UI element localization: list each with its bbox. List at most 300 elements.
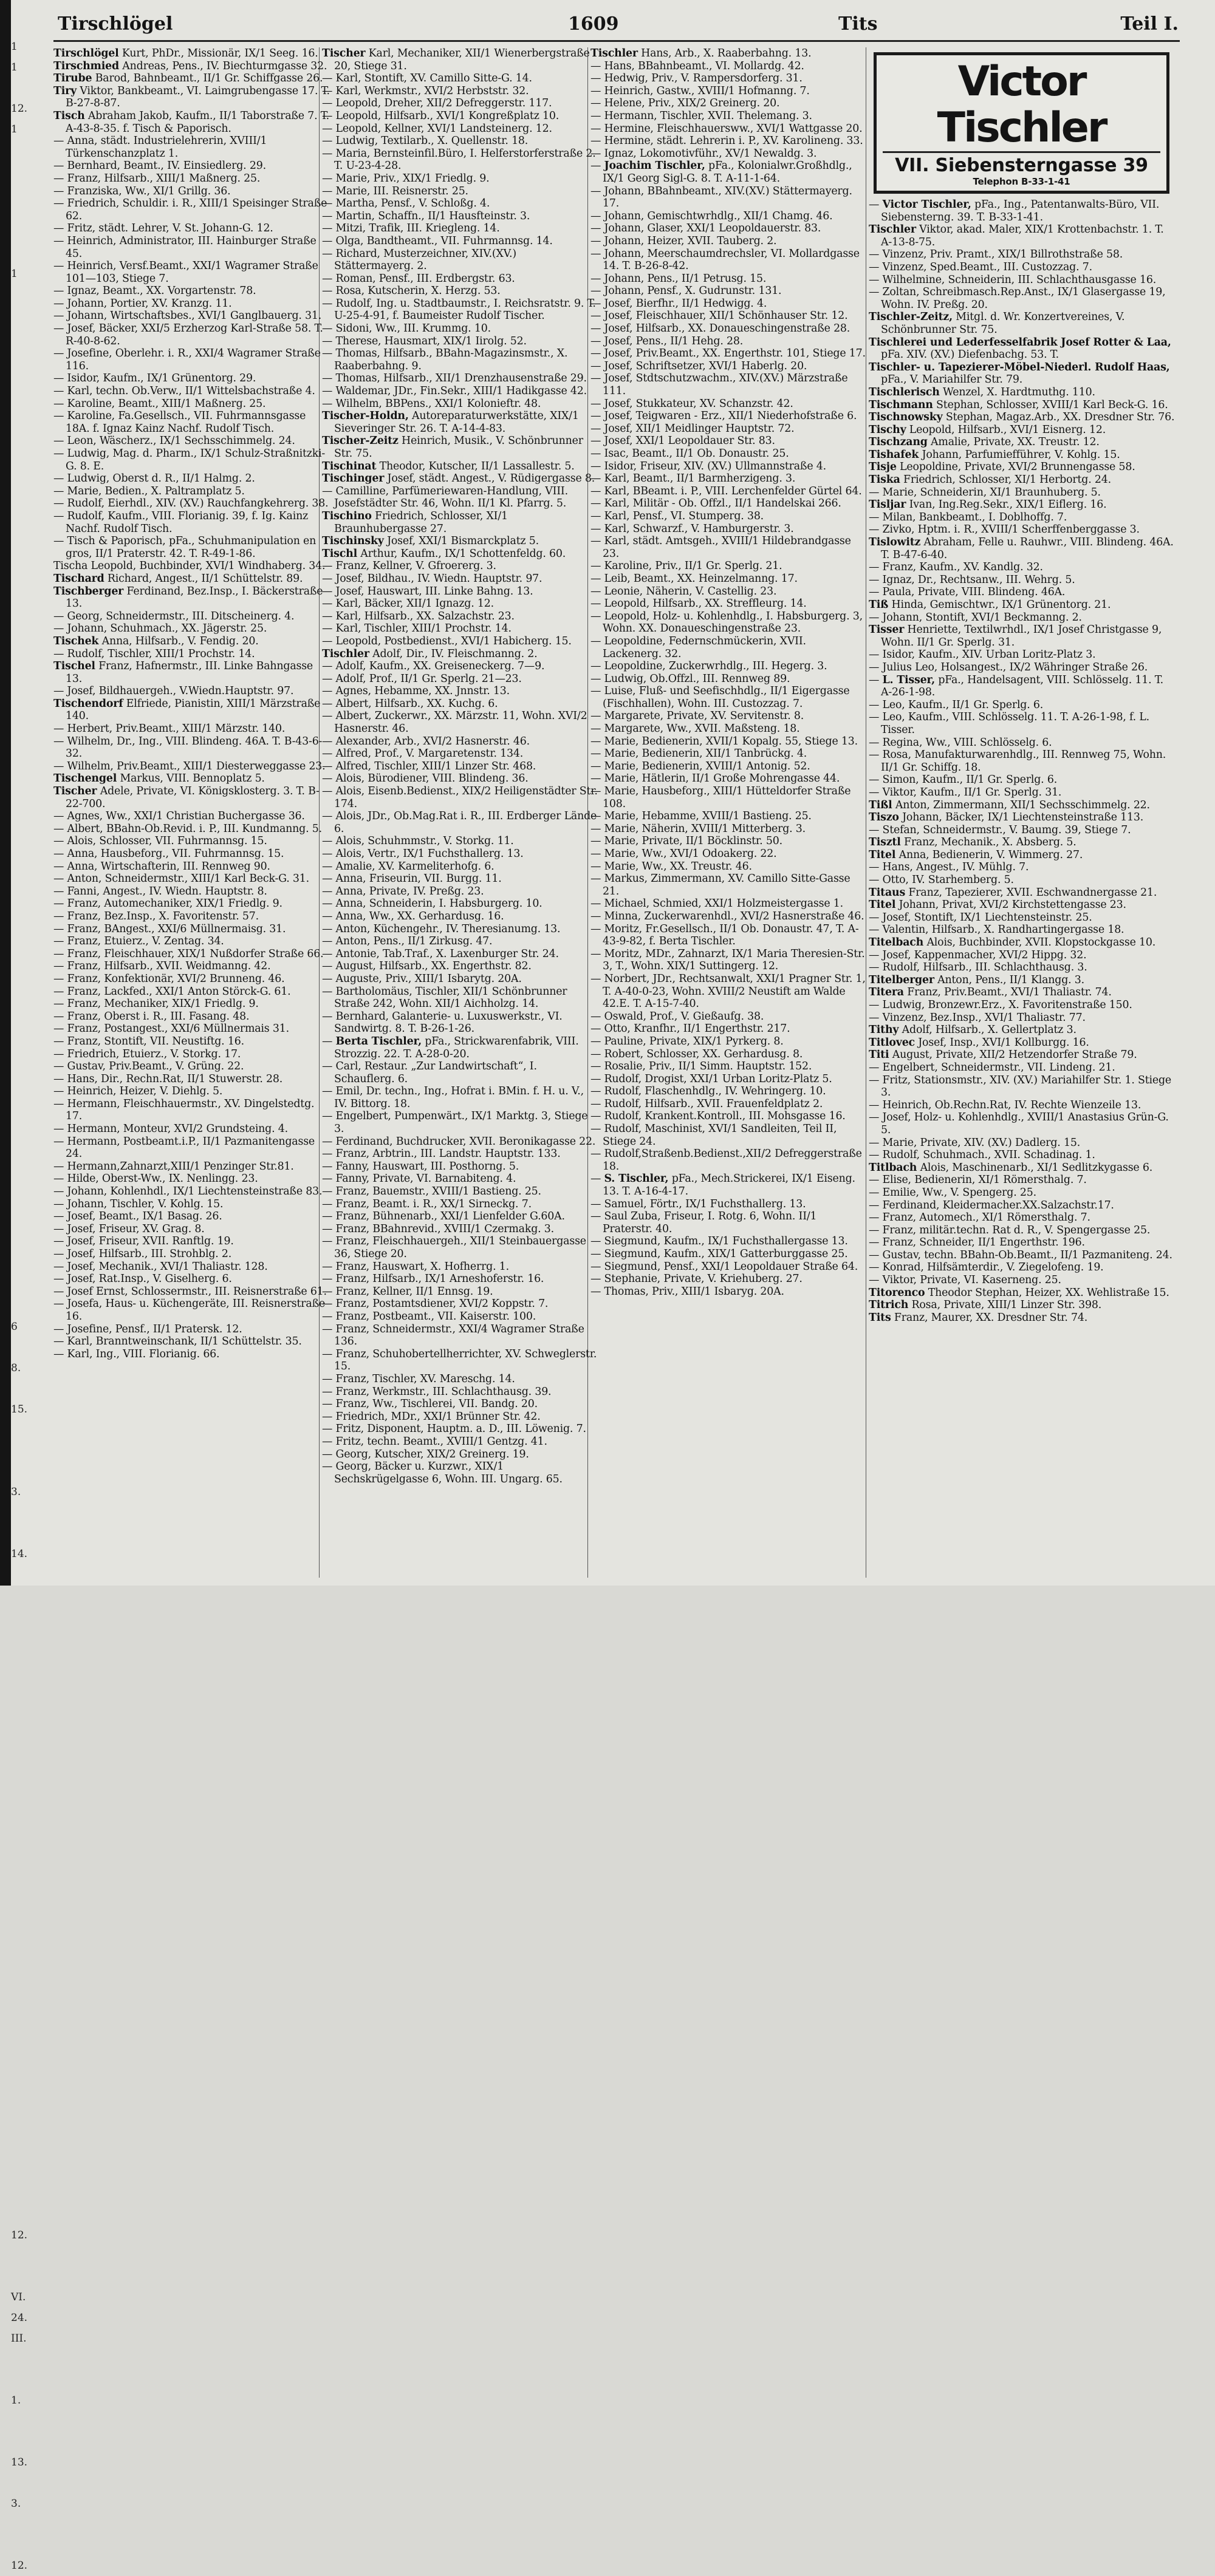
directory-entry: [322, 1261, 598, 1273]
directory-entry: [53, 1335, 330, 1348]
entry-details: — Georg, Bäcker u. Kurzwr., XIX/1 Sechskrügelgasse 6, Wohn. III. Ungarg. 65.: [322, 1460, 563, 1485]
directory-entry: [53, 835, 330, 848]
entry-details: — Viktor, Private, VI. Kaserneng. 25.: [869, 1274, 1061, 1287]
directory-entry: [322, 410, 598, 435]
left-fragment: [11, 883, 35, 904]
entry-details: — Bernhard, Galanterie- u. Luxuswerkstr., VI. Sandwirtg. 8. T. B-26-1-26.: [322, 1010, 563, 1035]
entry-details: — Leopoldine, Federnschmückerin, XVII. Lackenerg. 32.: [590, 635, 806, 660]
entry-details: — Johann, Meerschaumdrechsler, VI. Mollardgasse 14. T. B-26-8-42.: [590, 247, 860, 273]
entry-details: — Thomas, Priv., XIII/1 Isbaryg. 20A.: [590, 1285, 784, 1298]
left-fragment: [11, 986, 35, 1007]
entry-details: Ivan, Ing.Reg.Sekr., XIX/1 Eiflerg. 16.: [906, 499, 1107, 511]
left-fragment: [11, 1833, 35, 1853]
directory-entry: [590, 735, 867, 748]
directory-entry: [322, 1423, 598, 1436]
left-fragment: [11, 2039, 35, 2060]
entry-details: — Franz, Mechaniker, XIX/1 Friedlg. 9.: [53, 998, 259, 1010]
entry-details: — Albert, Zuckerwr., XX. Märzstr. 11, Wohn. XVI/2 Hasnerstr. 46.: [322, 710, 587, 735]
entry-details: Franz, Maurer, XX. Dresdner Str. 74.: [891, 1311, 1088, 1324]
entry-details: — Margarete, Private, XV. Servitenstr. 8.: [590, 710, 804, 723]
directory-entry: [590, 835, 867, 848]
entry-details: — Johann, Heizer, XVII. Tauberg. 2.: [590, 234, 777, 247]
left-fragment: [11, 1461, 35, 1482]
entry-details: — Franz, Hilfsarb., XIII/1 Maßnerg. 25.: [53, 172, 261, 185]
directory-entry: [869, 936, 1176, 949]
left-fragment: [11, 1523, 35, 1544]
entry-surname: Tischel: [53, 660, 95, 673]
entry-details: — Josef, Stukkateur, XV. Schanzstr. 42.: [590, 397, 793, 410]
directory-entry: [53, 372, 330, 385]
directory-entry: — Berta Tischler, pFa., Strickwarenfabrik, VIII. Strozzig. 22. T. A-28-0-20.: [322, 1035, 579, 1060]
entry-surname: Tischer: [53, 785, 97, 798]
entry-details: — Ignaz, Lokomotivführ., XV/1 Newaldg. 3.: [590, 147, 817, 160]
directory-entry: [53, 185, 330, 198]
entry-details: Arthur, Kaufm., IX/1 Schottenfeldg. 60.: [357, 547, 566, 560]
left-fragment: [11, 2535, 35, 2555]
entry-details: — Zoltan, Schreibmasch.Rep.Anst., IX/1 Glasergasse 19, Wohn. IV. Preßg. 20.: [869, 286, 1166, 311]
directory-entry: [53, 998, 330, 1010]
entry-details: — Thomas, Hilfsarb., BBahn-Magazinsmstr., X. Raaberbahng. 9.: [322, 347, 568, 372]
directory-entry: [590, 497, 867, 510]
directory-entry: [53, 472, 330, 485]
entry-details: — Karl, techn. Ob.Verw., II/1 Wittelsbachstraße 4.: [53, 385, 315, 398]
entry-details: — Franz, Beamt. i. R., XX/1 Sirneckg. 7.: [322, 1198, 532, 1210]
header-last-keyword: Tits: [838, 13, 878, 35]
entry-details: — Josef, Rat.Insp., V. Giselherg. 6.: [53, 1273, 232, 1286]
directory-entry: [53, 1098, 330, 1123]
entry-details: — Josef, Mechanik., XVI/1 Thaliastr. 128.: [53, 1260, 268, 1273]
directory-entry: [53, 622, 330, 635]
entry-details: — Emil, Dr. techn., Ing., Hofrat i. BMin. f. H. u. V., IV. Bittorg. 18.: [322, 1085, 584, 1110]
directory-entry: [53, 648, 330, 661]
directory-entry: [322, 1160, 598, 1173]
left-fragment: [11, 1007, 35, 1027]
directory-entry: [869, 836, 1176, 849]
directory-entry: [869, 974, 1176, 987]
entry-surname: Titaus: [869, 886, 906, 899]
directory-entry: [53, 860, 330, 873]
entry-surname: Tischinger: [322, 472, 385, 485]
entry-surname: Tisch: [53, 109, 85, 122]
directory-entry: [322, 1436, 598, 1448]
directory-entry: [590, 848, 867, 860]
entry-details: — Leopold, Holz- u. Kohlenhdlg., I. Habsburgerg. 3, Wohn. XX. Donaueschingenstraße 23.: [590, 610, 863, 635]
left-fragment: [11, 78, 35, 98]
entry-details: Anton, Zimmermann, XII/1 Sechsschimmelg. 22.: [892, 799, 1150, 811]
entry-details: Abraham, Felle u. Rauhwr., VIII. Blindeng. 46A. T. B-47-6-40.: [881, 536, 1174, 561]
directory-entry: [322, 148, 598, 172]
entry-details: — Agnes, Ww., XXI/1 Christian Buchergasse 36.: [53, 810, 305, 823]
entry-details: — Rudolf, Kaufm., VIII. Florianig. 39, f. Ig. Kainz Nachf. Rudolf Tisch.: [53, 509, 309, 535]
left-fragment: [11, 966, 35, 986]
entry-details: — Karl, Militär - Ob. Offzl., II/1 Handelskai 266.: [590, 497, 841, 510]
entry-details: — Anton, Schneidermstr., XIII/1 Karl Beck-G. 31.: [53, 873, 309, 885]
directory-entry: [53, 585, 330, 610]
entry-details: Adolf, Dir., IV. Fleischmanng. 2.: [369, 647, 538, 660]
directory-entry: [590, 823, 867, 836]
entry-details: Tischa Leopold, Buchbinder, XVI/1 Windhaberg. 34.: [53, 560, 326, 573]
directory-entry: [53, 322, 330, 347]
directory-entry: [322, 1223, 598, 1236]
left-fragment: [11, 1110, 35, 1131]
directory-entry: [590, 47, 867, 60]
entry-details: — Heinrich, Ob.Rechn.Rat, IV. Rechte Wienzeile 13.: [869, 1099, 1141, 1111]
directory-entry: [590, 1110, 867, 1123]
entry-details: — Franz, Kellner, V. Gfroererg. 3.: [322, 560, 496, 573]
directory-entry: [590, 423, 867, 435]
directory-entry: [590, 573, 867, 585]
directory-entry: [322, 648, 598, 661]
entry-details: — Franz, Fleischhauergeh., XII/1 Steinbauergasse 36, Stiege 20.: [322, 1235, 586, 1260]
entry-details: — Zivko, Hptm. i. R., XVIII/1 Scherffenberggasse 3.: [869, 523, 1140, 536]
entry-surname: Tirube: [53, 72, 92, 85]
directory-entry: [590, 347, 867, 360]
directory-entry: [322, 885, 598, 898]
directory-entry: [53, 110, 330, 135]
directory-entry: [322, 197, 598, 210]
directory-entry: [322, 1010, 598, 1035]
entry-details: Elfriede, Pianistin, XIII/1 Märzstraße 140.: [66, 697, 321, 723]
entry-details: — Leopold, Hilfsarb., XX. Streffleurg. 14.: [590, 598, 807, 610]
left-fragment: 3.: [11, 2498, 21, 2510]
directory-entry: [322, 710, 598, 735]
entry-details: — Otto, Kranfhr., II/1 Engerthstr. 217.: [590, 1023, 790, 1035]
directory-entry: [590, 435, 867, 448]
left-fragment: [11, 1977, 35, 1998]
directory-entry: [322, 573, 598, 585]
entry-details: — Siegmund, Kaufm., XIX/1 Gatterburggasse 25.: [590, 1248, 848, 1260]
directory-entry: [869, 261, 1176, 274]
entry-details: — Franz, Tischler, XV. Mareschg. 14.: [322, 1372, 515, 1385]
left-fragment: [11, 2473, 35, 2493]
entry-surname: Tischengel: [53, 772, 117, 785]
directory-entry: [53, 973, 330, 986]
entry-details: — Leopoldine, Zuckerwrhdlg., III. Hegerg. 3.: [590, 660, 827, 673]
directory-entry: [869, 424, 1176, 437]
directory-entry: [322, 1286, 598, 1298]
entry-details: — Alois, Vertr., IX/1 Fuchsthallerg. 13.: [322, 848, 524, 860]
directory-entry: [322, 172, 598, 185]
entry-details: — Karl, Werkmstr., XVI/2 Herbststr. 32.: [322, 84, 529, 97]
entry-details: — Franz, Kellner, II/1 Ennsg. 19.: [322, 1285, 493, 1298]
directory-entry: [322, 372, 598, 385]
entry-surname: Tits: [869, 1311, 891, 1324]
left-fragment: [11, 1709, 35, 1729]
directory-entry: [869, 786, 1176, 799]
directory-entry: [322, 1085, 598, 1110]
directory-entry: [53, 47, 330, 60]
directory-entry: [53, 823, 330, 836]
directory-entry: [590, 760, 867, 773]
entry-details: — Thomas, Hilfsarb., XII/1 Drenzhausenstraße 29.: [322, 372, 587, 385]
entry-details: — Franz, Hilfsarb., XVII. Weidmanng. 42.: [53, 960, 271, 973]
entry-details: — Oswald, Prof., V. Gießaufg. 38.: [590, 1010, 764, 1023]
entry-details: — Heinrich, Versf.Beamt., XXI/1 Wagramer Straße 101—103, Stiege 7.: [53, 260, 318, 285]
directory-entry: [322, 860, 598, 873]
directory-entry: [53, 1223, 330, 1236]
entry-details: Kurt, PhDr., Missionär, IX/1 Seeg. 16.: [118, 47, 318, 60]
entry-surname: Tischler- u. Tapezierer-Möbel-Niederl. Rudolf Haas,: [869, 361, 1170, 373]
entry-details: August, Private, XII/2 Hetzendorfer Straße 79.: [889, 1049, 1137, 1061]
directory-entry: [53, 560, 330, 573]
entry-details: — Moritz, Fr.Gesellsch., II/1 Ob. Donaustr. 47, T. A-43-9-82, f. Berta Tischler.: [590, 922, 859, 948]
entry-surname: Tischler: [590, 47, 638, 60]
left-fragment: 1: [11, 61, 18, 73]
entry-surname: Tirschmied: [53, 60, 119, 72]
entry-details: — Franz, BBahnrevid., XVIII/1 Czermakg. 3.: [322, 1222, 554, 1235]
entry-details: — Markus, Zimmermann, XV. Camillo Sitte-Gasse 21.: [590, 873, 850, 898]
directory-entry: [53, 1085, 330, 1098]
entry-surname: Titera: [869, 986, 904, 999]
directory-entry: [590, 685, 867, 710]
directory-entry: [322, 585, 598, 598]
entry-details: Friedrich, Schlosser, XI/1 Braunhubergasse 27.: [334, 509, 508, 535]
left-fragment: [11, 1585, 35, 1606]
entry-details: Adolf, Hilfsarb., X. Gellertplatz 3.: [898, 1024, 1076, 1037]
entry-details: — Franz, Etuierz., V. Zentag. 34.: [53, 935, 224, 948]
entry-details: — Franz, Schuhobertellherrichter, XV. Schweglerstr. 15.: [322, 1348, 597, 1373]
directory-entry: [590, 560, 867, 573]
directory-entry: [869, 986, 1176, 999]
entry-details: — Rudolf, Hilfsarb., III. Schlachthausg. 3.: [869, 961, 1087, 974]
left-fragment: [11, 1936, 35, 1957]
directory-entry: [869, 1162, 1176, 1174]
entry-surname: Tischinsky: [322, 535, 384, 548]
entry-details: — Josefine, Pensf., II/1 Pratersk. 12.: [53, 1323, 242, 1335]
left-fragment: 12.: [11, 2229, 28, 2241]
entry-details: — Fanni, Angest., IV. Wiedn. Hauptstr. 8.: [53, 885, 267, 898]
directory-entry: [590, 123, 867, 135]
entry-details: — Franz, Bühnenarb., XXI/1 Lienfelder G.60A.: [322, 1210, 565, 1223]
entry-details: — Ludwig, Bronzewr.Erz., X. Favoritenstraße 150.: [869, 999, 1132, 1011]
entry-details: — Josef, Fleischhauer, XII/1 Schönhauser Str. 12.: [590, 310, 848, 322]
directory-entry: [590, 72, 867, 85]
directory-entry: [869, 399, 1176, 412]
left-fragment: [11, 305, 35, 325]
entry-surname: Tischberger: [53, 585, 124, 598]
entry-details: — Anna, Wirtschafterin, III. Rennweg 90.: [53, 860, 270, 873]
entry-details: — Siegmund, Kaufm., IX/1 Fuchsthallergasse 13.: [590, 1235, 848, 1248]
directory-entry: [869, 749, 1176, 774]
left-fragment: [11, 408, 35, 429]
entry-details: — Leopold, Dreher, XII/2 Defreggerstr. 117.: [322, 97, 552, 110]
directory-entry: [869, 386, 1176, 399]
entry-surname: Tiß: [869, 599, 889, 611]
directory-entry: [869, 887, 1176, 899]
directory-entry: [322, 1185, 598, 1198]
left-fragment: [11, 573, 35, 594]
directory-entry: [322, 485, 598, 510]
directory-entry: [53, 347, 330, 372]
left-fragment: [11, 800, 35, 821]
entry-details: — Leib, Beamt., XX. Heinzelmanng. 17.: [590, 572, 798, 585]
entry-details: — Roman, Pensf., III. Erdbergstr. 63.: [322, 272, 515, 285]
entry-details: Abraham Jakob, Kaufm., II/1 Taborstraße 7. T. A-43-8-35. f. Tisch & Paporisch.: [66, 109, 329, 135]
entry-details: Anton, Pens., II/1 Klangg. 3.: [934, 973, 1084, 986]
left-fragment: [11, 367, 35, 387]
directory-entry: [869, 1174, 1176, 1187]
directory-entry: [322, 1448, 598, 1461]
entry-details: — Friedrich, Etuierz., V. Storkg. 17.: [53, 1048, 241, 1060]
directory-entry: — S. Tischler, pFa., Mech.Strickerei, IX/1 Eiseng. 13. T. A-16-4-17.: [590, 1173, 855, 1198]
directory-entry: [322, 548, 598, 561]
entry-details: pFa., Strickwarenfabrik, VIII. Strozzig. 22. T. A-28-0-20.: [334, 1035, 579, 1060]
entry-details: — Rudolf, Hilfsarb., XVII. Frauenfeldplatz 2.: [590, 1097, 823, 1110]
entry-details: — Marie, Private, XIV. (XV.) Dadlerg. 15.: [869, 1136, 1081, 1149]
directory-entry: [590, 1123, 867, 1148]
entry-details: — Paula, Private, VIII. Blindeng. 46A.: [869, 586, 1066, 599]
entry-details: Mitgl. d. Wr. Konzertvereines, V. Schönbrunner Str. 75.: [881, 311, 1125, 336]
entry-details: Theodor Stephan, Heizer, XX. Wehlistraße 15.: [925, 1286, 1169, 1299]
entry-details: Barod, Bahnbeamt., II/1 Gr. Schiffgasse 26.: [92, 72, 323, 85]
directory-entry: [322, 835, 598, 848]
directory-entry: [869, 449, 1176, 462]
left-fragment: [11, 1151, 35, 1172]
entry-details: — Isac, Beamt., II/1 Ob. Donaustr. 25.: [590, 448, 789, 460]
entry-details: — Otto, IV. Starhemberg. 5.: [869, 874, 1014, 887]
entry-details: — Samuel, Förtr., IX/1 Fuchsthallerg. 13.: [590, 1198, 806, 1210]
entry-details: — Simon, Kaufm., II/1 Gr. Sperlg. 6.: [869, 774, 1058, 786]
left-fragment: [11, 718, 35, 738]
entry-details: — Konrad, Hilfsämterdir., V. Ziegelofeng. 19.: [869, 1261, 1104, 1274]
entry-details: — Josef, XII/1 Meidlinger Hauptstr. 72.: [590, 422, 795, 435]
left-fragment: [11, 222, 35, 243]
left-fragment: [11, 697, 35, 718]
directory-entry: [322, 235, 598, 248]
entry-details: — Fritz, Stationsmstr., XIV. (XV.) Mariahilfer Str. 1. Stiege 3.: [869, 1074, 1171, 1099]
left-fragment: 12.: [11, 103, 28, 115]
entry-details: — Johann, Pensf., X. Gudrunstr. 131.: [590, 285, 782, 298]
entry-details: — Johann, Schuhmach., XX. Jägerstr. 25.: [53, 622, 267, 635]
left-fragment: [11, 1502, 35, 1523]
directory-entry: [869, 999, 1176, 1012]
directory-entry: [53, 785, 330, 810]
entry-details: — Karl, Ing., VIII. Florianig. 66.: [53, 1348, 220, 1360]
directory-entry: [322, 973, 598, 986]
directory-entry: [590, 235, 867, 248]
directory-entry: [590, 772, 867, 785]
directory-entry: [53, 1323, 330, 1336]
left-fragment: [11, 1337, 35, 1358]
directory-entry: [322, 435, 598, 460]
entry-details: — Josef, Bildhauergeh., V.Wiedn.Hauptstr. 97.: [53, 685, 294, 698]
directory-entry: [322, 135, 598, 148]
entry-details: — Hermann, Postbeamt.i.P., II/1 Pazmanitengasse 24.: [53, 1135, 315, 1160]
entry-firm-name: L. Tisser,: [882, 673, 936, 686]
directory-entry: [590, 948, 867, 973]
entry-details: — Hans, Angest., IV. Mühlg. 7.: [869, 861, 1029, 874]
directory-entry: [869, 461, 1176, 474]
entry-details: — Bartholomäus, Tischler, XII/1 Schönbrunner Straße 242, Wohn. XII/1 Aichholzg. 14.: [322, 985, 567, 1010]
entry-details: — Engelbert, Pumpenwärt., IX/1 Marktg. 3, Stiege 3.: [322, 1110, 588, 1136]
left-fragment: [11, 2163, 35, 2184]
entry-details: — Johann, Gemischtwrhdlg., XII/1 Chamg. 46.: [590, 210, 833, 222]
entry-surname: Tißl: [869, 799, 892, 811]
entry-details: — Hans, BBahnbeamt., VI. Mollardg. 42.: [590, 60, 804, 72]
directory-entry: [53, 986, 330, 998]
directory-entry: [869, 624, 1176, 649]
entry-firm-name: Berta Tischler,: [335, 1035, 422, 1048]
entry-details: — Franz, militär.techn. Rat d. R., V. Spengergasse 25.: [869, 1224, 1151, 1236]
directory-entry: [590, 210, 867, 223]
entry-surname: Titrich: [869, 1299, 909, 1312]
entry-surname: Titelbach: [869, 936, 924, 949]
directory-entry: [322, 760, 598, 773]
directory-entry: [53, 873, 330, 885]
entry-details: pFa., Handelsagent, VIII. Schlösselg. 11. T. A-26-1-98.: [881, 673, 1163, 699]
directory-entry: [590, 1273, 867, 1286]
directory-entry: [53, 1023, 330, 1035]
directory-entry: [869, 1187, 1176, 1199]
entry-details: — Carl, Restaur. „Zur Landwirtschaft“, I. Schauflerg. 6.: [322, 1060, 537, 1085]
directory-entry: [322, 97, 598, 110]
directory-entry: [53, 1185, 330, 1198]
entry-details: — Josef, Bäcker, XXI/5 Erzherzog Karl-Straße 58. T. R-40-8-62.: [53, 322, 323, 347]
entry-details: — Heinrich, Gastw., XVIII/1 Hofmanng. 7.: [590, 84, 810, 97]
left-fragment: [11, 2370, 35, 2390]
entry-details: Josef, Insp., XVI/1 Kollburgg. 16.: [914, 1036, 1089, 1049]
entry-details: Hans, Arb., X. Raaberbahng. 13.: [637, 47, 812, 60]
left-fragment: [11, 2266, 35, 2287]
directory-entry: — L. Tisser, pFa., Handelsagent, VIII. Schlösselg. 11. T. A-26-1-98.: [869, 673, 1163, 699]
left-fragment: [11, 1275, 35, 1296]
ad-company-name: Victor Tischler: [937, 58, 1106, 152]
directory-entry: [322, 935, 598, 948]
directory-entry: [53, 435, 330, 448]
directory-entry: [53, 172, 330, 185]
directory-entry: [53, 1060, 330, 1073]
directory-entry: [53, 235, 330, 260]
entry-details: — Johann, Pens., II/1 Petrusg. 15.: [590, 272, 767, 285]
directory-entry: [53, 698, 330, 723]
entry-details: — Marie, Hausbeforg., XIII/1 Hütteldorfer Straße 108.: [590, 785, 851, 810]
left-fragment: [11, 491, 35, 511]
entry-details: — Josef, Bildhau., IV. Wiedn. Hauptstr. 97.: [322, 572, 542, 585]
entry-details: — Karl, BBeamt. i. P., VIII. Lerchenfelder Gürtel 64.: [590, 485, 862, 497]
directory-entry: [322, 598, 598, 610]
left-fragment: [11, 1296, 35, 1317]
entry-details: — Martin, Schaffn., II/1 Hausfteinstr. 3.: [322, 210, 530, 222]
directory-entry: [322, 1235, 598, 1260]
directory-entry: [322, 910, 598, 923]
left-fragment: [11, 2184, 35, 2204]
directory-entry: [322, 873, 598, 885]
directory-entry: [869, 599, 1176, 612]
directory-entry: [869, 661, 1176, 674]
left-fragment: [11, 2060, 35, 2080]
directory-entry: [53, 772, 330, 785]
directory-entry: [869, 586, 1176, 599]
directory-entry: [53, 1235, 330, 1248]
entry-details: — Franz, Schneidermstr., XXI/4 Wagramer Straße 136.: [322, 1323, 584, 1348]
entry-details: — Ludwig, Ob.Offzl., III. Rennweg 89.: [590, 672, 790, 685]
directory-entry: [869, 1211, 1176, 1224]
entry-surname: Tischard: [53, 572, 104, 585]
entry-surname: Tischendorf: [53, 697, 123, 710]
directory-entry: [53, 72, 330, 85]
directory-entry: [590, 1261, 867, 1273]
directory-entry: [322, 986, 598, 1010]
entry-details: — Mitzi, Trafik, III. Kriegleng. 14.: [322, 222, 500, 235]
left-fragment: [11, 1606, 35, 1626]
entry-details: — Leopold, Postbedienst., XVI/1 Habicherg. 15.: [322, 635, 572, 647]
entry-details: — Siegmund, Pensf., XXI/1 Leopoldauer Straße 64.: [590, 1260, 858, 1273]
entry-details: — Vinzenz, Sped.Beamt., III. Custozzag. 7.: [869, 261, 1092, 273]
left-fragment: [11, 862, 35, 883]
left-fragment: VI.: [11, 2291, 26, 2303]
directory-entry: [322, 772, 598, 785]
left-fragment: [11, 387, 35, 408]
